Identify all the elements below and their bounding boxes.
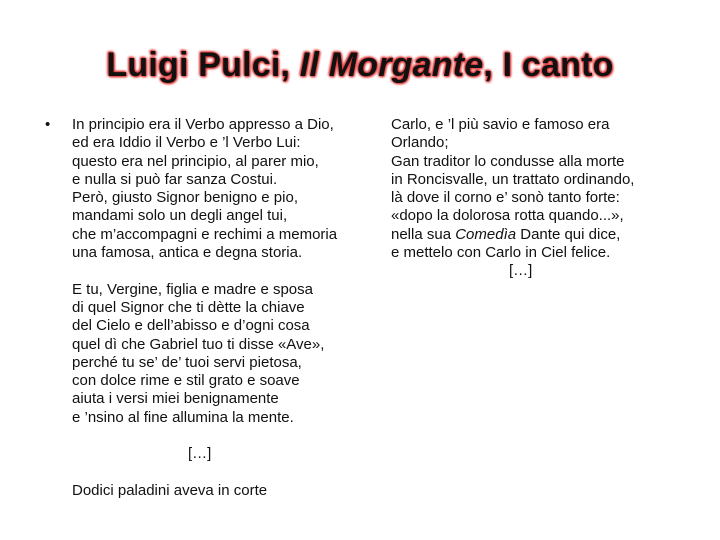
verse-line: là dove il corno e’ sonò tanto forte: [391, 189, 620, 207]
verse-line: Però, giusto Signor benigno e pio, [72, 189, 298, 207]
title-rest: , I canto [483, 46, 614, 84]
verse-line: quel dì che Gabriel tuo ti disse «Ave», [72, 335, 325, 353]
slide-title [0, 46, 720, 85]
verse-line: Carlo, e ’l più savio e famoso era [391, 116, 610, 133]
verse-line: «dopo la dolorosa rotta quando...», [391, 207, 624, 225]
verse-line: mandami solo un degli angel tui, [72, 207, 288, 225]
comedia-after: Dante qui dice, [516, 225, 621, 243]
verse-line: Gan traditor lo condusse alla morte [391, 152, 625, 170]
comedia-before: nella sua [391, 225, 456, 243]
omission-marker: […] [188, 445, 212, 463]
omission-marker: […] [509, 262, 533, 280]
verse-line: una famosa, antica e degna storia. [72, 244, 303, 262]
verse-line: e ’nsino al fine allumina la mente. [72, 408, 294, 426]
verse-line [391, 226, 711, 244]
verse-line: e nulla si può far sanza Costui. [72, 170, 278, 188]
verse-line: in Roncisvalle, un trattato ordinando, [391, 170, 635, 188]
verse-line: con dolce rime e stil grato e soave [72, 372, 300, 390]
verse-line: ed era Iddio il Verbo e ’l Verbo Lui: [72, 134, 301, 152]
verse-line: Orlando; [391, 134, 449, 152]
verse-line: aiuta i versi miei benignamente [72, 390, 279, 408]
verse-line: perché tu se’ de’ tuoi servi pietosa, [72, 353, 302, 371]
verse-line: In principio era il Verbo appresso a Dio, [72, 116, 334, 133]
verse-line: Dodici paladini aveva in corte [72, 481, 268, 499]
verse-line: e mettelo con Carlo in Ciel felice. [391, 244, 611, 262]
verse-line: questo era nel principio, al parer mio, [72, 152, 319, 170]
title-work: Il Morgante [299, 46, 484, 84]
title-author: Luigi Pulci, [106, 46, 291, 84]
left-column [72, 116, 372, 500]
verse-line: E tu, Vergine, figlia e madre e sposa [72, 280, 313, 298]
verse-line: del Cielo e dell’abisso e d’ogni cosa [72, 317, 310, 335]
stanza-gap [72, 464, 372, 482]
comedia-title: Comedìa [455, 225, 517, 243]
stanza-gap [72, 427, 372, 445]
right-column [391, 116, 711, 281]
stanza-gap [72, 262, 372, 280]
verse-line: che m’accompagni e rechimi a memoria [72, 225, 338, 243]
bullet-marker: • [45, 116, 51, 133]
verse-line: di quel Signor che ti dètte la chiave [72, 298, 305, 316]
